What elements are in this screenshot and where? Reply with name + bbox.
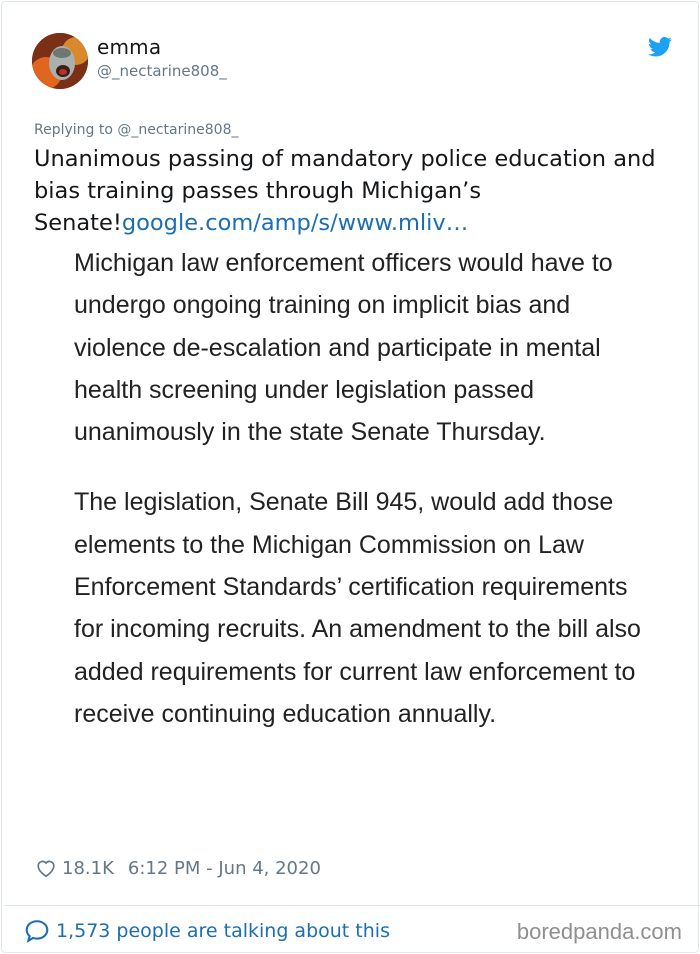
author-handle[interactable]: @_nectarine808_ — [97, 62, 227, 80]
tweet-text-body: Unanimous passing of mandatory police education and bias training passes through Michigan’s Senate! — [34, 146, 656, 236]
tweet-meta — [35, 854, 321, 882]
heart-icon[interactable] — [35, 857, 57, 879]
excerpt-paragraph: Michigan law enforcement officers would have to undergo ongoing training on implicit bias and violence de-escalation and participate in mental health screening under legislation passed unanimously in the state Senate Thursday. — [74, 249, 613, 447]
tweet-card — [1, 1, 699, 953]
author-name[interactable]: emma — [97, 35, 162, 59]
talking-link[interactable] — [24, 917, 390, 945]
talking-label[interactable]: 1,573 people are talking about this — [56, 920, 390, 942]
like-count[interactable]: 18.1K — [62, 857, 114, 879]
timestamp[interactable]: 6:12 PM - Jun 4, 2020 — [127, 857, 321, 879]
speech-bubble-icon — [24, 918, 50, 944]
avatar[interactable] — [32, 33, 88, 89]
watermark: boredpanda.com — [516, 919, 682, 944]
quoted-article-excerpt — [74, 242, 654, 763]
tweet-text — [34, 143, 674, 239]
divider — [4, 905, 700, 906]
tweet-link[interactable]: google.com/amp/s/www.mliv… — [121, 210, 469, 236]
excerpt-paragraph: The legislation, Senate Bill 945, would add those elements to the Michigan Commission on Law Enforcement Standards’ certification requirements for incoming recruits. An amendment to the bill also added requirements for current law enforcement to receive continuing education annually. — [74, 488, 641, 728]
tweet-header — [32, 32, 672, 92]
twitter-bird-icon[interactable] — [648, 37, 672, 57]
replying-to[interactable]: Replying to @_nectarine808_ — [34, 122, 239, 138]
